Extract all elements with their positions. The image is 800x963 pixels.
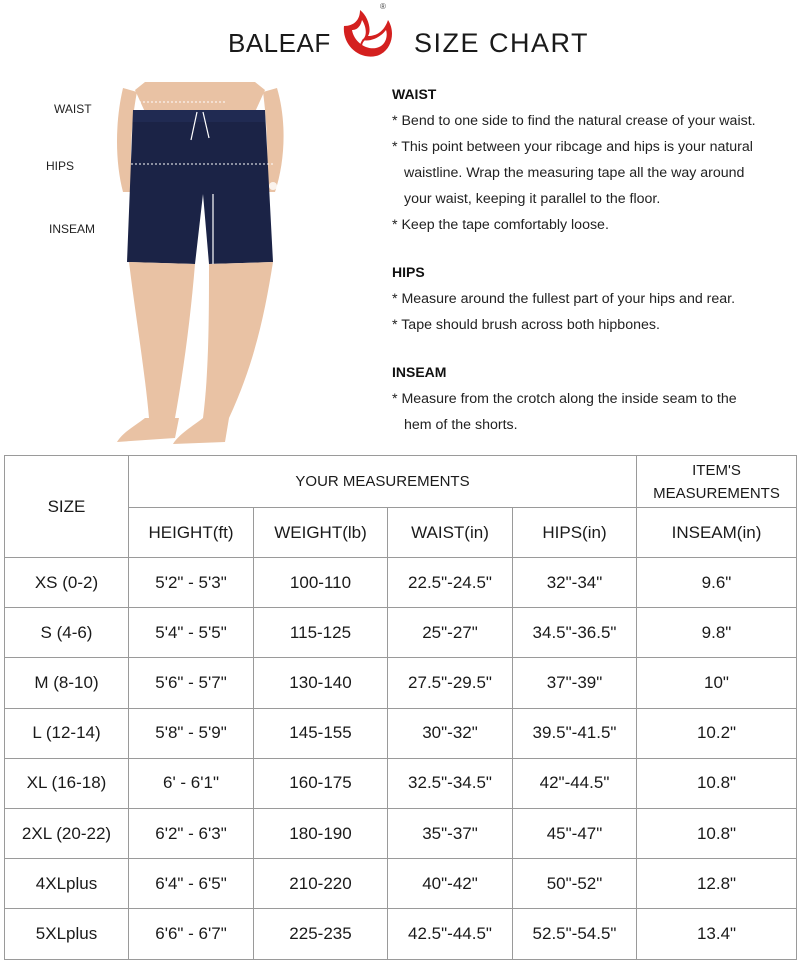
baleaf-leaf-logo-icon: [338, 6, 396, 62]
table-cell: 37"-39": [513, 658, 637, 708]
table-cell: 10.8": [637, 758, 797, 808]
table-cell: 145-155: [254, 708, 388, 758]
table-cell: 39.5"-41.5": [513, 708, 637, 758]
table-cell: 32"-34": [513, 558, 637, 608]
table-row: [5, 608, 797, 658]
table-cell: 5'6" - 5'7": [129, 658, 254, 708]
waist-bullet-3: [392, 212, 792, 238]
table-cell: 32.5"-34.5": [388, 758, 513, 808]
model-shorts-figure: [105, 82, 305, 447]
inseam-label: INSEAM: [49, 222, 96, 236]
measurement-instructions: [392, 86, 792, 438]
table-cell: 35"-37": [388, 808, 513, 858]
hips-bullet-1: [392, 286, 792, 312]
section-title-hips: HIPS: [392, 264, 425, 280]
table-cell: 45"-47": [513, 808, 637, 858]
table-cell: S (4-6): [5, 608, 129, 658]
hips-label: HIPS: [46, 159, 75, 173]
table-cell: 13.4": [637, 909, 797, 959]
table-cell: 9.6": [637, 558, 797, 608]
size-table: [4, 455, 797, 960]
header-line: MEASUREMENTS: [653, 484, 780, 502]
header-line: ITEM'S: [692, 461, 741, 479]
table-cell: 30"-32": [388, 708, 513, 758]
table-cell: 27.5"-29.5": [388, 658, 513, 708]
table-cell: 100-110: [254, 558, 388, 608]
table-cell: 9.8": [637, 608, 797, 658]
table-row: [5, 808, 797, 858]
column-header-waist: WAIST(in): [388, 508, 513, 558]
bullet-text: * Measure around the fullest part of your hips and rear.: [392, 291, 736, 307]
table-cell: 22.5"-24.5": [388, 558, 513, 608]
waist-bullet-2: [392, 134, 792, 212]
table-cell: 50"-52": [513, 859, 637, 909]
table-cell: 115-125: [254, 608, 388, 658]
table-cell: 5'8" - 5'9": [129, 708, 254, 758]
table-cell: 4XLplus: [5, 859, 129, 909]
page-title: SIZE CHART: [414, 28, 590, 58]
table-cell: 6'2" - 6'3": [129, 808, 254, 858]
table-cell: 130-140: [254, 658, 388, 708]
table-cell: 5'2" - 5'3": [129, 558, 254, 608]
table-row: [5, 758, 797, 808]
items-measurements-header: [637, 456, 797, 508]
table-cell: 40"-42": [388, 859, 513, 909]
table-cell: 10.2": [637, 708, 797, 758]
table-row: [5, 558, 797, 608]
inseam-bullet-1: [392, 386, 792, 438]
section-title-waist: WAIST: [392, 86, 437, 102]
bullet-text: * Bend to one side to find the natural crease of your waist.: [392, 113, 756, 129]
registered-mark: ®: [380, 2, 386, 11]
table-cell: 10": [637, 658, 797, 708]
column-header-weight: WEIGHT(lb): [254, 508, 388, 558]
size-table-body: [5, 558, 797, 960]
table-cell: 34.5"-36.5": [513, 608, 637, 658]
table-cell: 5'4" - 5'5": [129, 608, 254, 658]
table-cell: 6' - 6'1": [129, 758, 254, 808]
table-cell: 42.5"-44.5": [388, 909, 513, 959]
bullet-text: * Measure from the crotch along the inside seam to the: [392, 391, 737, 407]
bullet-text: * This point between your ribcage and hips is your natural: [392, 139, 753, 155]
table-cell: 42"-44.5": [513, 758, 637, 808]
hips-section: [392, 264, 792, 338]
bullet-text-cont: hem of the shorts.: [404, 417, 518, 433]
table-cell: 6'6" - 6'7": [129, 909, 254, 959]
table-cell: L (12-14): [5, 708, 129, 758]
table-cell: 2XL (20-22): [5, 808, 129, 858]
waist-label: WAIST: [54, 102, 92, 116]
table-cell: 25"-27": [388, 608, 513, 658]
table-cell: M (8-10): [5, 658, 129, 708]
inseam-section: [392, 364, 792, 438]
waist-section: [392, 86, 792, 238]
table-cell: 12.8": [637, 859, 797, 909]
header: [0, 0, 800, 80]
bullet-text-cont: your waist, keeping it parallel to the floor.: [404, 191, 661, 207]
table-cell: 210-220: [254, 859, 388, 909]
table-cell: XL (16-18): [5, 758, 129, 808]
table-row: [5, 658, 797, 708]
table-row: [5, 909, 797, 959]
section-title-inseam: INSEAM: [392, 364, 447, 380]
waist-bullet-1: [392, 108, 792, 134]
table-row: [5, 708, 797, 758]
table-cell: 180-190: [254, 808, 388, 858]
column-header-height: HEIGHT(ft): [129, 508, 254, 558]
brand-name: BALEAF: [228, 28, 331, 58]
column-header-hips: HIPS(in): [513, 508, 637, 558]
table-cell: 160-175: [254, 758, 388, 808]
table-cell: 5XLplus: [5, 909, 129, 959]
table-cell: 52.5"-54.5": [513, 909, 637, 959]
table-cell: 6'4" - 6'5": [129, 859, 254, 909]
size-header: SIZE: [5, 456, 129, 558]
table-cell: 10.8": [637, 808, 797, 858]
hips-bullet-2: [392, 312, 792, 338]
your-measurements-header: YOUR MEASUREMENTS: [129, 456, 637, 508]
table-cell: 225-235: [254, 909, 388, 959]
bullet-text: * Tape should brush across both hipbones.: [392, 317, 660, 333]
bullet-text: * Keep the tape comfortably loose.: [392, 217, 609, 233]
bullet-text-cont: waistline. Wrap the measuring tape all the way around: [404, 165, 745, 181]
column-header-inseam: INSEAM(in): [637, 508, 797, 558]
table-cell: XS (0-2): [5, 558, 129, 608]
table-row: [5, 859, 797, 909]
